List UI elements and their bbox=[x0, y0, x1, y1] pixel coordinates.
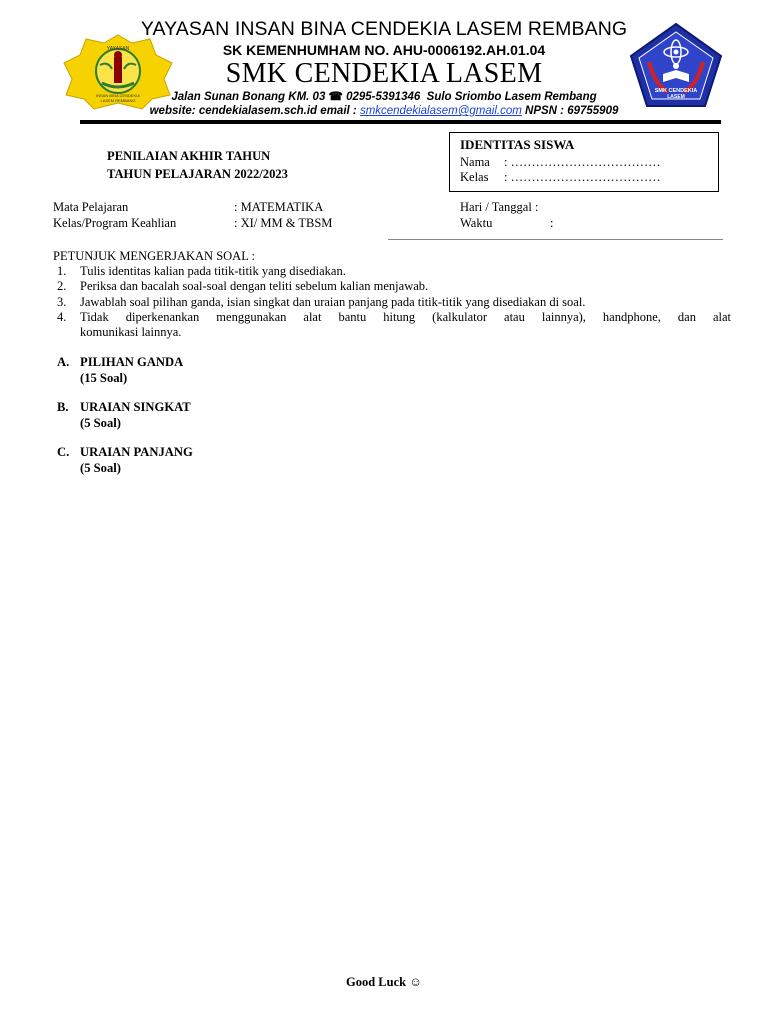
identity-class-field[interactable]: : ……………………………… bbox=[504, 170, 661, 184]
section-title: URAIAN SINGKAT bbox=[80, 400, 191, 414]
info-divider bbox=[388, 239, 723, 240]
school-contact bbox=[0, 105, 768, 117]
subject-value: : MATEMATIKA bbox=[234, 200, 324, 214]
address-tail: Sulo Sriombo Lasem Rembang bbox=[426, 91, 597, 103]
website-label: website: bbox=[149, 105, 196, 117]
instructions-heading: PETUNJUK MENGERJAKAN SOAL : bbox=[53, 249, 255, 263]
instruction-item bbox=[53, 264, 731, 279]
program-value: : XI/ MM & TBSM bbox=[234, 216, 333, 230]
section-count: (15 Soal) bbox=[80, 370, 128, 385]
section-letter: A. bbox=[57, 355, 70, 369]
date-label: Hari / Tanggal : bbox=[460, 200, 539, 214]
instruction-text-line-2: komunikasi lainnya. bbox=[80, 325, 182, 340]
identity-title: IDENTITAS SISWA bbox=[460, 137, 575, 152]
instruction-number: 1. bbox=[57, 264, 67, 278]
email-label: email : bbox=[320, 105, 357, 117]
instruction-number: 3. bbox=[57, 294, 67, 309]
identity-name-label: Nama bbox=[460, 155, 490, 169]
subject-label: Mata Pelajaran bbox=[53, 200, 129, 214]
npsn-label: NPSN : bbox=[525, 105, 564, 117]
right-logo-text-1: SMK CENDEKIA bbox=[654, 88, 698, 94]
instruction-text: Periksa dan bacalah soal-soal dengan teliti sebelum kalian menjawab. bbox=[80, 279, 429, 294]
identity-name-field[interactable]: : ……………………………… bbox=[504, 155, 661, 169]
instruction-item bbox=[53, 279, 731, 294]
exam-title-line-1: PENILAIAN AKHIR TAHUN bbox=[107, 149, 271, 163]
left-logo-bottom-text-1: INSAN BINA CENDEKIA bbox=[95, 93, 141, 98]
section-letter: C. bbox=[57, 445, 70, 459]
program-label: Kelas/Program Keahlian bbox=[53, 216, 177, 230]
decree-number: SK KEMENHUMHAM NO. AHU-0006192.AH.01.04 bbox=[222, 42, 546, 58]
npsn-value: 69755909 bbox=[567, 105, 619, 117]
section-letter: B. bbox=[57, 400, 69, 414]
instruction-item bbox=[53, 310, 731, 341]
section-count: (5 Soal) bbox=[80, 460, 121, 475]
exam-title-line-2: TAHUN PELAJARAN 2022/2023 bbox=[107, 167, 288, 181]
instructions-list bbox=[53, 264, 731, 340]
left-logo-top-text: YAYASAN bbox=[106, 46, 130, 52]
time-colon: : bbox=[550, 216, 554, 230]
good-luck-text: Good Luck ☺ bbox=[346, 975, 422, 989]
address-street: Jalan Sunan Bonang KM. 03 bbox=[171, 91, 326, 103]
section-count: (5 Soal) bbox=[80, 415, 121, 430]
phone-number: 0295-5391346 bbox=[346, 91, 421, 103]
email-link[interactable]: smkcendekialasem@gmail.com bbox=[359, 105, 522, 117]
section-c bbox=[57, 445, 193, 476]
foundation-name: YAYASAN INSAN BINA CENDEKIA LASEM REMBANG bbox=[140, 18, 628, 40]
school-address bbox=[0, 89, 768, 103]
identity-class-label: Kelas bbox=[460, 170, 489, 184]
right-logo-text-2: LASEM bbox=[667, 94, 685, 100]
school-name: SMK CENDEKIA LASEM bbox=[225, 58, 543, 89]
instruction-text-line-1: Tidak diperkenankan menggunakan alat bantu hitung (kalkulator atau lainnya), handphone, dan alat bbox=[80, 309, 731, 324]
section-title: URAIAN PANJANG bbox=[80, 445, 193, 459]
instruction-item bbox=[53, 295, 731, 310]
instruction-text: Jawablah soal pilihan ganda, isian singkat dan uraian panjang pada titik-titik yang disediakan di soal. bbox=[80, 294, 586, 309]
phone-icon: ☎ bbox=[328, 91, 343, 103]
instruction-text bbox=[80, 310, 731, 341]
instruction-number: 2. bbox=[57, 279, 67, 294]
instruction-text: Tulis identitas kalian pada titik-titik yang disediakan. bbox=[80, 264, 346, 278]
website[interactable]: cendekialasem.sch.id bbox=[198, 105, 318, 117]
instruction-number: 4. bbox=[57, 309, 67, 324]
section-a bbox=[57, 355, 183, 386]
section-b bbox=[57, 400, 191, 431]
exam-title bbox=[107, 147, 288, 183]
header-divider bbox=[80, 120, 721, 124]
left-logo-bottom-text-2: LASEM REMBANG bbox=[100, 98, 136, 103]
section-title: PILIHAN GANDA bbox=[80, 355, 184, 369]
time-label: Waktu bbox=[460, 216, 493, 230]
